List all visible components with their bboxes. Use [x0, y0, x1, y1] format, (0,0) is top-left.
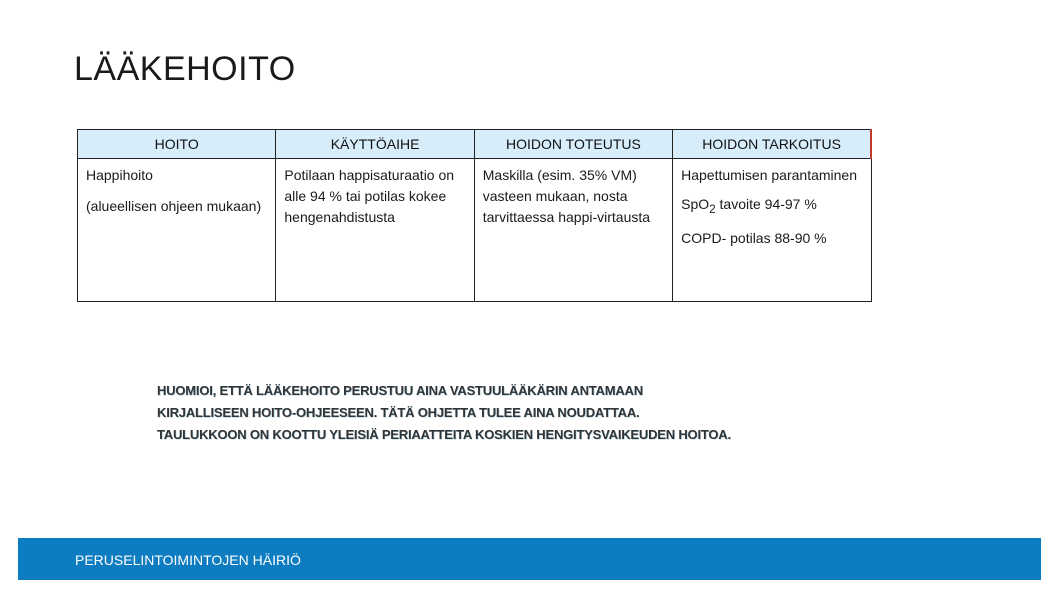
cell-implementation	[474, 159, 672, 302]
implementation-text: Maskilla (esim. 35% VM) vasteen mukaan, nosta tarvittaessa happi-virtausta	[482, 167, 651, 225]
warning-line-3: TAULUKKOON ON KOOTTU YLEISIÄ PERIAATTEITA KOSKIEN HENGITYSVAIKEUDEN HOITOA.	[157, 427, 731, 442]
header-implementation: HOIDON TOTEUTUS	[474, 130, 672, 159]
warning-line-2: KIRJALLISEEN HOITO-OHJEESEEN. TÄTÄ OHJETTA TULEE AINA NOUDATTAA.	[157, 405, 640, 420]
treatment-name: Happihoito	[86, 167, 153, 183]
indication-text: Potilaan happisaturaatio on alle 94 % tai potilas kokee hengenahdistusta	[284, 167, 455, 225]
header-indication: KÄYTTÖAIHE	[276, 130, 474, 159]
treatment-table	[77, 129, 872, 302]
cell-indication	[276, 159, 474, 302]
treatment-note: (alueellisen ohjeen mukaan)	[86, 198, 262, 214]
warning-note	[157, 380, 877, 446]
header-purpose: HOIDON TARKOITUS	[673, 130, 871, 159]
purpose-main: Hapettumisen parantaminen	[681, 167, 858, 183]
footer-bar	[18, 538, 1041, 580]
footer-label: PERUSELINTOIMINTOJEN HÄIRIÖ	[75, 552, 301, 568]
spo2-target: SpO$_2$ tavoite 94-97 %	[681, 196, 817, 216]
table-row	[78, 159, 872, 302]
copd-target: COPD- potilas 88-90 %	[681, 229, 827, 246]
table-header-row	[78, 130, 872, 159]
header-treatment: HOITO	[78, 130, 276, 159]
page-title: LÄÄKEHOITO	[74, 50, 296, 88]
cell-treatment	[78, 159, 276, 302]
cell-purpose	[673, 159, 871, 302]
warning-line-1: HUOMIOI, ETTÄ LÄÄKEHOITO PERUSTUU AINA VASTUULÄÄKÄRIN ANTAMAAN	[157, 383, 643, 398]
